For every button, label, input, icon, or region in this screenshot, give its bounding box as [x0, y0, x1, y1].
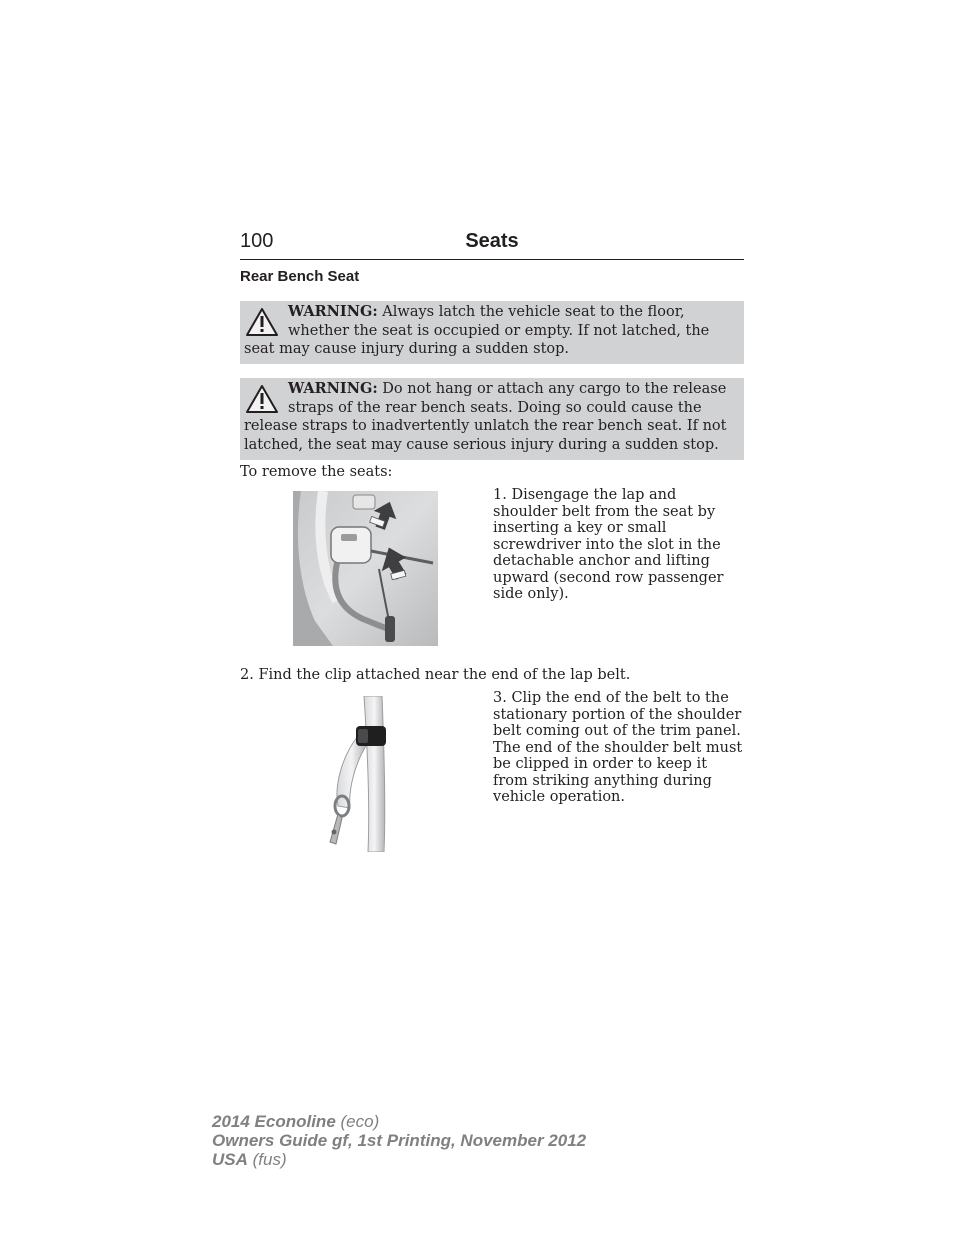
step-3-text: 3. Clip the end of the belt to the stationary portion of the shoulder belt coming out of the trim panel. The end of the shoulder belt must be clipped in order to keep it from striking anything during vehicle operation. — [493, 690, 743, 805]
footer-printing: Owners Guide gf, 1st Printing, November 2012 — [212, 1131, 587, 1150]
warning-box-2 — [240, 378, 744, 460]
warning-label: WARNING: — [288, 303, 378, 320]
chapter-title: Seats — [465, 230, 519, 252]
warning-text: Do not hang or attach any cargo to the release straps of the rear bench seats. Doing so could cause the release straps to inadvertently unlatch the rear bench seat. If not latched, the seat may cause serious injury during a sudden stop. — [244, 381, 727, 453]
step-1-text: 1. Disengage the lap and shoulder belt from the seat by inserting a key or small screwdriver into the slot in the detachable anchor and lifting upward (second row passenger side only). — [493, 487, 724, 602]
page-number: 100 — [240, 230, 274, 252]
page-header — [240, 229, 744, 260]
warning-box-1 — [240, 301, 744, 364]
step-2-text: 2. Find the clip attached near the end of the lap belt. — [240, 667, 631, 683]
section-title: Rear Bench Seat — [240, 268, 360, 285]
warning-triangle-icon — [245, 384, 279, 414]
warning-label: WARNING: — [288, 380, 378, 397]
footer-model-code: (eco) — [340, 1112, 380, 1131]
footer-market-code: (fus) — [252, 1150, 287, 1169]
warning-triangle-icon — [245, 307, 279, 337]
belt-clip-illustration — [320, 696, 392, 852]
warning-text: Always latch the vehicle seat to the floor, whether the seat is occupied or empty. If not latched, the seat may cause injury during a sudden stop. — [244, 304, 710, 358]
document-footer — [212, 1112, 586, 1169]
footer-model: 2014 Econoline — [212, 1112, 336, 1131]
intro-text: To remove the seats: — [240, 464, 393, 480]
footer-market: USA — [212, 1150, 248, 1169]
seat-belt-anchor-illustration — [293, 491, 438, 646]
